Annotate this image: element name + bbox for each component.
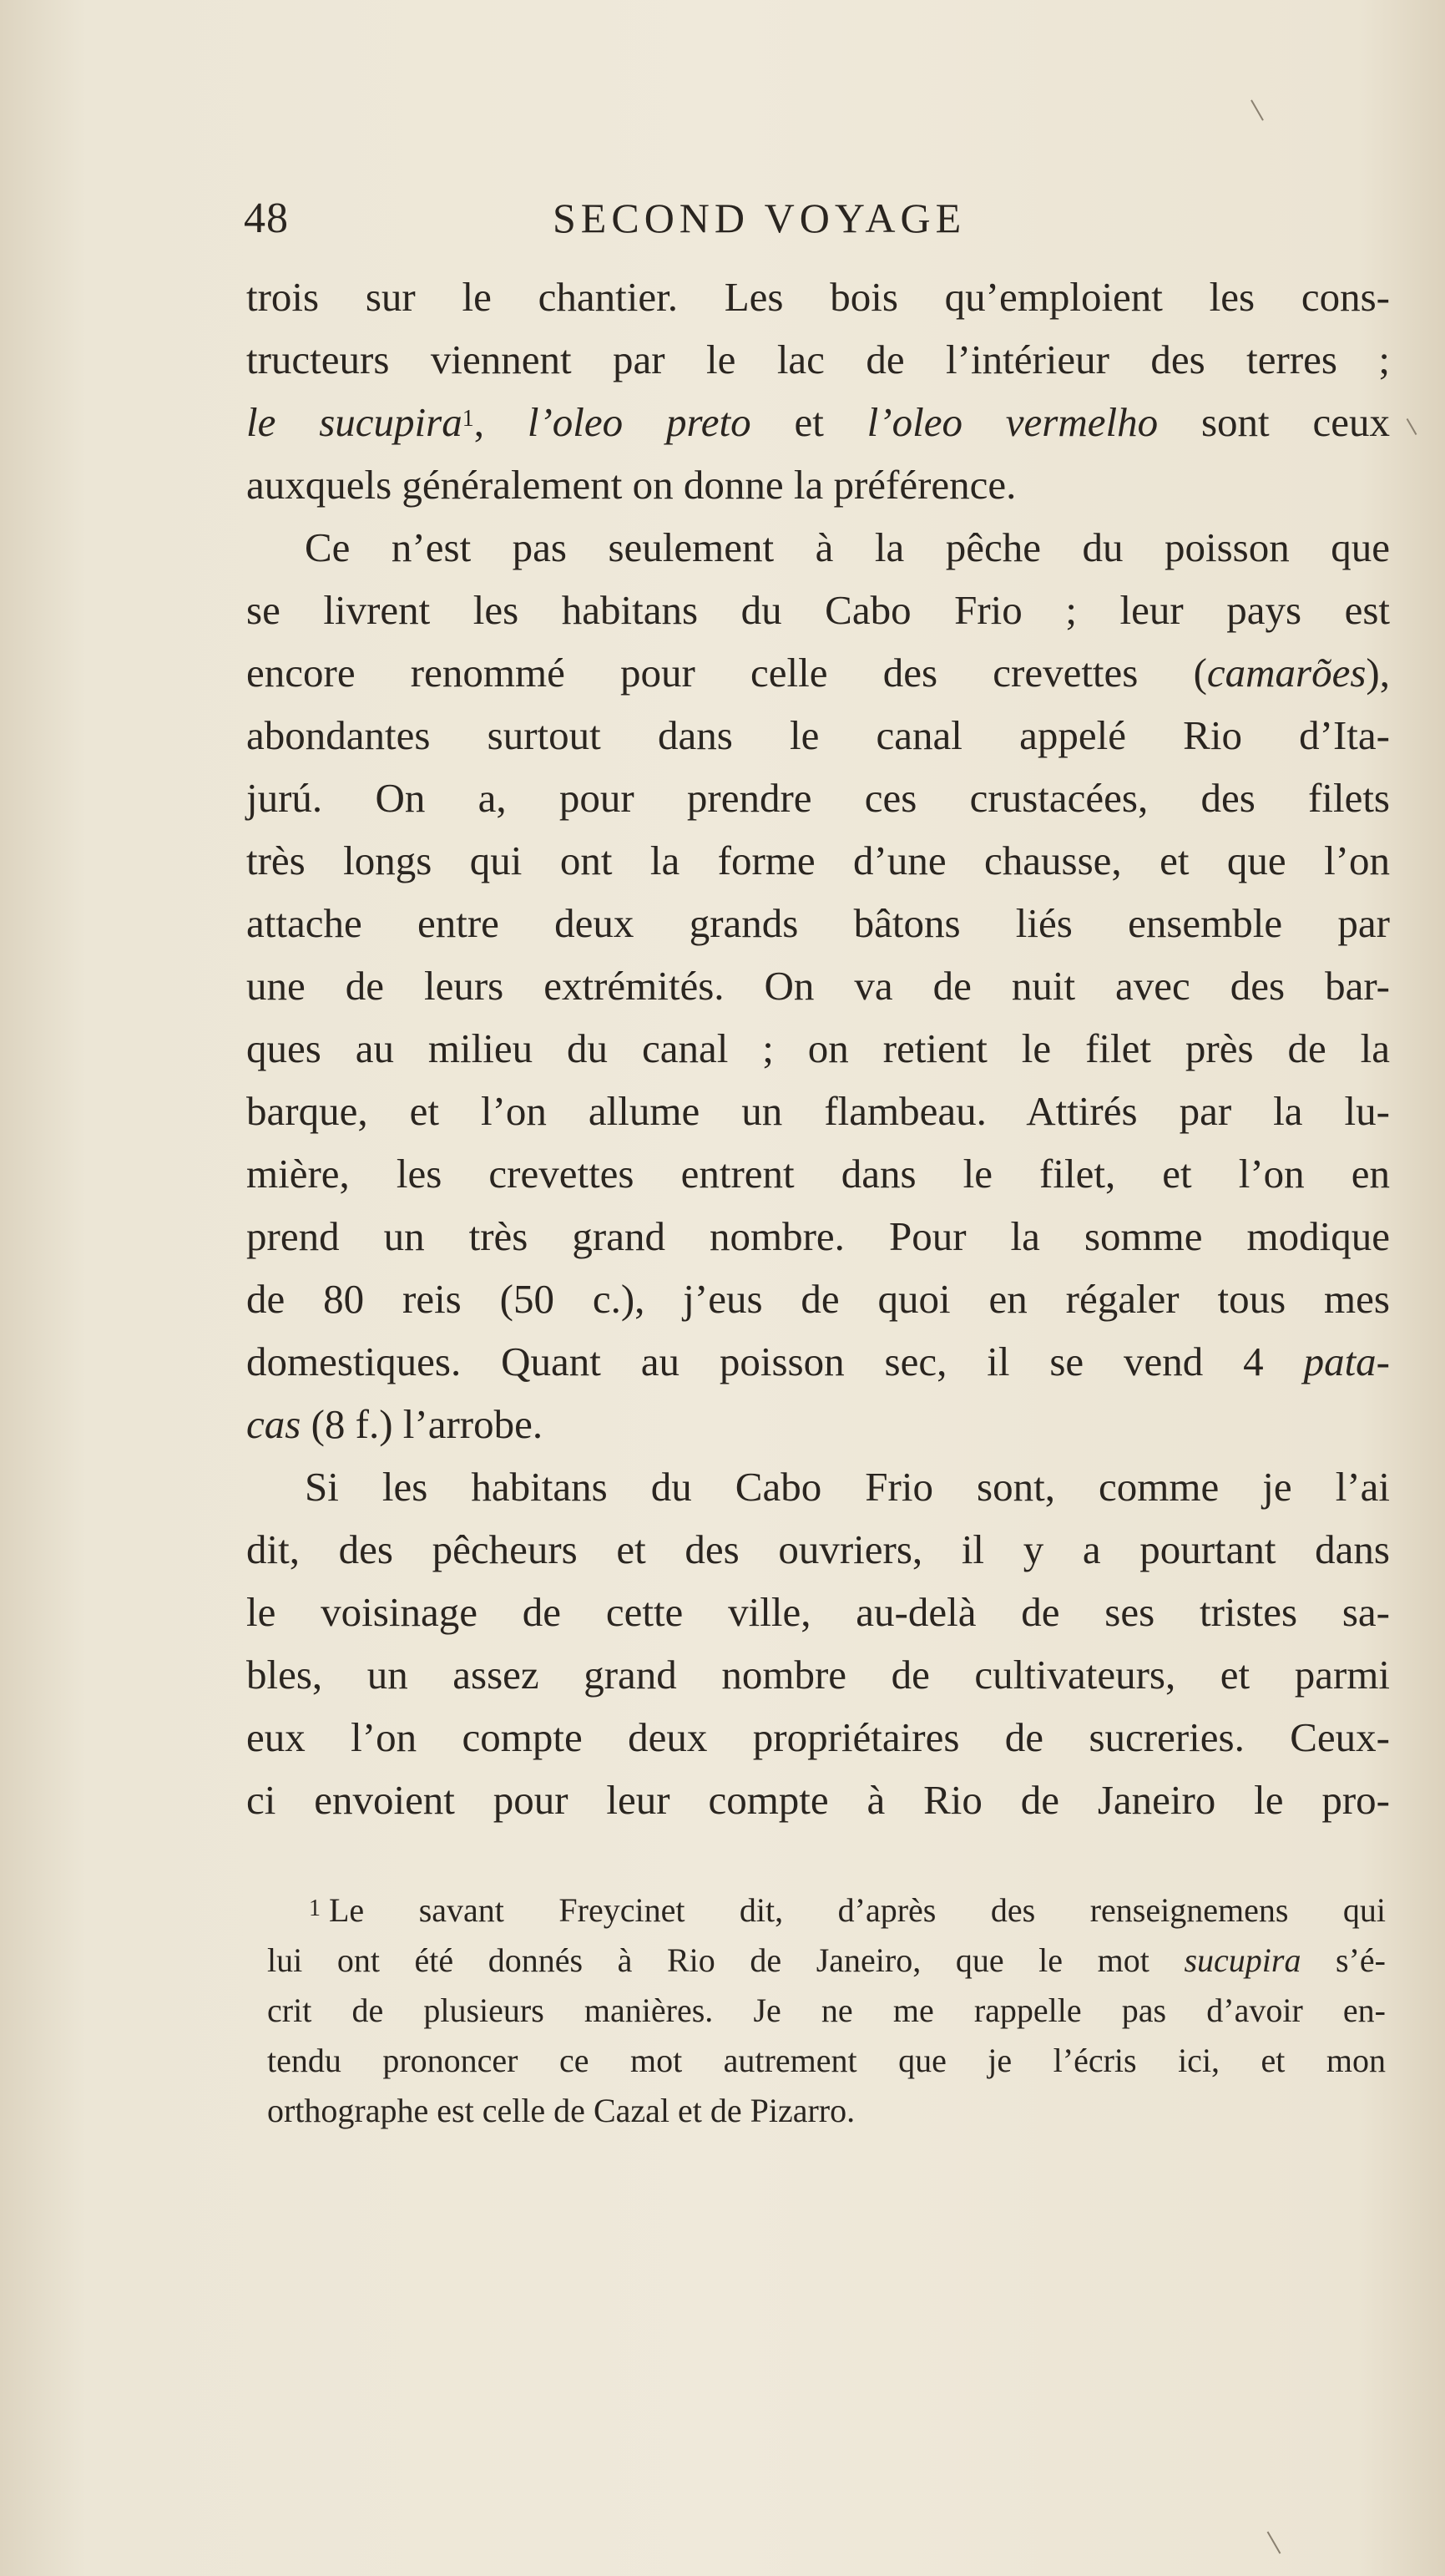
footnote-line (267, 1885, 1386, 1936)
italic-term: l’oleo vermelho (866, 399, 1159, 445)
text-line: barque, et l’on allume un flambeau. Attirés par la lu- (246, 1088, 1390, 1134)
text-line: ques au milieu du canal ; on retient le filet près de la (246, 1025, 1390, 1071)
text-line (246, 391, 1390, 453)
footnote-ref: 1 (462, 406, 474, 432)
footnote-line: crit de plusieurs manières. Je ne me rappelle pas d’avoir en- (267, 1991, 1386, 2029)
footnote-line: orthographe est celle de Cazal et de Pizarro. (267, 2092, 856, 2129)
text-fragment: domestiques. Quant au poisson sec, il se vend 4 (246, 1339, 1304, 1384)
text-line: prend un très grand nombre. Pour la somme modique (246, 1213, 1390, 1259)
text-fragment: ), (1366, 650, 1390, 696)
text-fragment: (8 f.) l’arrobe. (301, 1401, 543, 1447)
text-line: abondantes surtout dans le canal appelé Rio d’Ita- (246, 712, 1390, 758)
text-line: dit, des pêcheurs et des ouvriers, il y a pourtant dans (246, 1526, 1390, 1572)
italic-term: cas (246, 1401, 301, 1447)
paper-mark (1267, 2532, 1281, 2554)
footnote (267, 1885, 1386, 2136)
italic-term: le sucupira (246, 399, 462, 445)
text-line: attache entre deux grands bâtons liés ensemble par (246, 900, 1390, 946)
text-line (246, 1393, 1390, 1455)
running-head: SECOND VOYAGE (553, 195, 967, 241)
text-line: mière, les crevettes entrent dans le filet, et l’on en (246, 1151, 1390, 1197)
italic-term: camarões (1206, 650, 1367, 696)
text-line: ci envoient pour leur compte à Rio de Janeiro le pro- (246, 1777, 1390, 1823)
text-fragment: , (473, 399, 528, 445)
text-line: bles, un assez grand nombre de cultivateurs, et parmi (246, 1652, 1390, 1698)
text-fragment: et (750, 399, 867, 445)
text-fragment: s’é- (1301, 1941, 1387, 1979)
italic-term: pata- (1303, 1339, 1390, 1384)
page-number: 48 (244, 195, 289, 242)
text-line: eux l’on compte deux propriétaires de sucreries. Ceux- (246, 1714, 1390, 1760)
text-line: très longs qui ont la forme d’une chausse, et que l’on (246, 838, 1390, 883)
italic-term: sucupira (1184, 1941, 1301, 1979)
text-line: de 80 reis (50 c.), j’eus de quoi en régaler tous mes (246, 1276, 1390, 1322)
italic-term: l’oleo preto (527, 399, 751, 445)
main-text (246, 266, 1390, 1831)
text-line (246, 641, 1390, 704)
paper-mark (1407, 418, 1417, 435)
text-line: Ce n’est pas seulement à la pêche du poisson que (305, 524, 1390, 570)
text-line: le voisinage de cette ville, au-delà de ses tristes sa- (246, 1589, 1390, 1635)
text-line: une de leurs extrémités. On va de nuit avec des bar- (246, 963, 1390, 1009)
footnote-mark: 1 (309, 1895, 321, 1921)
text-line: trois sur le chantier. Les bois qu’emploient les cons- (246, 274, 1390, 320)
paper-mark (1250, 99, 1264, 120)
page-header (244, 194, 1362, 252)
text-fragment: Le savant Freycinet dit, d’après des renseignemens qui (329, 1891, 1386, 1929)
text-line: auxquels généralement on donne la préférence. (246, 462, 1017, 508)
text-line: se livrent les habitans du Cabo Frio ; leur pays est (246, 587, 1390, 633)
footnote-line: tendu prononcer ce mot autrement que je l’écris ici, et mon (267, 2042, 1386, 2079)
text-line: tructeurs viennent par le lac de l’intérieur des terres ; (246, 337, 1390, 382)
text-fragment: encore renommé pour celle des crevettes ( (246, 650, 1207, 696)
text-line: Si les habitans du Cabo Frio sont, comme je l’ai (305, 1464, 1390, 1510)
footnote-line (267, 1936, 1386, 1986)
text-fragment: lui ont été donnés à Rio de Janeiro, que le mot (267, 1941, 1185, 1979)
text-line: jurú. On a, pour prendre ces crustacées, des filets (246, 775, 1390, 821)
text-fragment: sont ceux (1158, 399, 1391, 445)
text-line (246, 1330, 1390, 1393)
